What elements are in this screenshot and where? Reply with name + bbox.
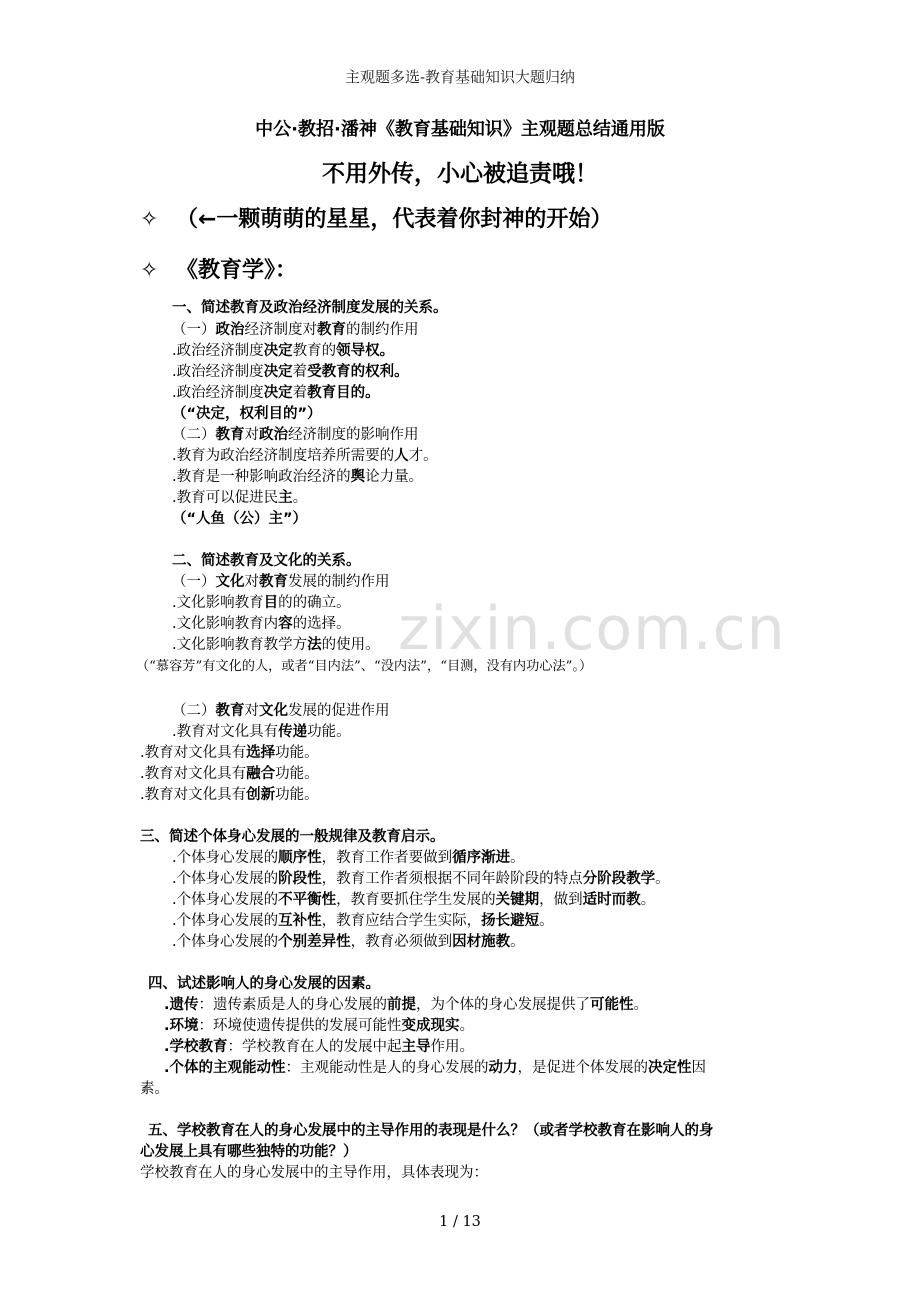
section-heading-continuation: 心发展上具有哪些独特的功能？） [140,1144,358,1160]
list-item: .个体身心发展的顺序性，教育工作者要做到循序渐进。 [172,850,525,866]
list-item: .教育对文化具有融合功能。 [140,766,319,782]
subsection-heading: （二）教育对政治经济制度的影响作用 [172,427,419,443]
page-number: 1 / 13 [439,1214,481,1230]
list-item: .环境：环境使遗传提供的发展可能性变成现实。 [164,1018,475,1034]
list-item: .个体的主观能动性：主观能动性是人的身心发展的动力，是促进个体发展的决定性因 [164,1060,707,1076]
list-item: .教育为政治经济制度培养所需要的人才。 [172,448,438,464]
list-item: .文化影响教育教学方法的使用。 [172,637,380,653]
subsection-heading: （一）文化对教育发展的制约作用 [172,574,390,590]
list-item: .教育可以促进民主。 [172,490,308,506]
page-header: 主观题多选-教育基础知识大题归纳 [344,68,576,86]
paragraph: 学校教育在人的身心发展中的主导作用，具体表现为： [140,1165,488,1181]
star-icon: ✧ [140,258,159,283]
list-item: .政治经济制度决定教育的领导权。 [172,343,395,359]
list-item: .文化影响教育目的的确立。 [172,595,351,611]
document-title: 中公·教招·潘神《教育基础知识》主观题总结通用版 [255,119,665,140]
list-item: .遗传：遗传素质是人的身心发展的前提，为个体的身心发展提供了可能性。 [164,997,649,1013]
section-heading: 一、简述教育及政治经济制度发展的关系。 [172,300,448,316]
mnemonic: （“人鱼（公）主”） [172,511,308,527]
star-icon: ✧ [140,207,159,232]
list-item: .个体身心发展的个别差异性，教育必须做到因材施教。 [172,934,525,950]
watermark: zixin.com.cn [398,594,786,664]
subsection-heading: （二）教育对文化发展的促进作用 [172,703,390,719]
section-heading: 二、简述教育及文化的关系。 [172,553,361,569]
list-item: .文化影响教育内容的选择。 [172,616,351,632]
list-item: .政治经济制度决定着教育目的。 [172,385,380,401]
star-line-text: （←一颗萌萌的星星，代表着你封神的开始） [176,207,613,232]
list-item: .学校教育：学校教育在人的发展中起主导作用。 [164,1039,475,1055]
section-heading: 三、简述个体身心发展的一般规律及教育启示。 [140,829,445,845]
list-item: .教育对文化具有传递功能。 [172,724,351,740]
list-item: .个体身心发展的不平衡性，教育要抓住学生发展的关键期，做到适时而教。 [172,892,656,908]
list-item: .教育对文化具有选择功能。 [140,745,319,761]
list-item: .政治经济制度决定着受教育的权利。 [172,364,409,380]
list-item: .个体身心发展的阶段性，教育工作者须根据不同年龄阶段的特点分阶段教学。 [172,871,670,887]
list-item: .教育对文化具有创新功能。 [140,787,319,803]
subsection-heading: （一）政治经济制度对教育的制约作用 [172,322,419,338]
list-item: .个体身心发展的互补性，教育应结合学生实际，扬长避短。 [172,913,554,929]
star-line [140,253,297,284]
list-item: .教育是一种影响政治经济的舆论力量。 [172,469,424,485]
section-heading: 四、试述影响人的身心发展的因素。 [148,976,380,992]
document-subtitle: 不用外传，小心被追责哦！ [322,161,598,187]
mnemonic: （“慕容芳”有文化的人，或者“目内法”、“没内法”，“目测，没有内功心法”。） [136,659,593,674]
star-line [140,202,612,233]
mnemonic: （“决定，权利目的”） [172,406,322,422]
star-line-text: 《教育学》： [176,258,298,283]
list-item-continuation: 素。 [140,1081,169,1097]
section-heading: 五、学校教育在人的身心发展中的主导作用的表现是什么？（或者学校教育在影响人的身 [148,1123,714,1139]
